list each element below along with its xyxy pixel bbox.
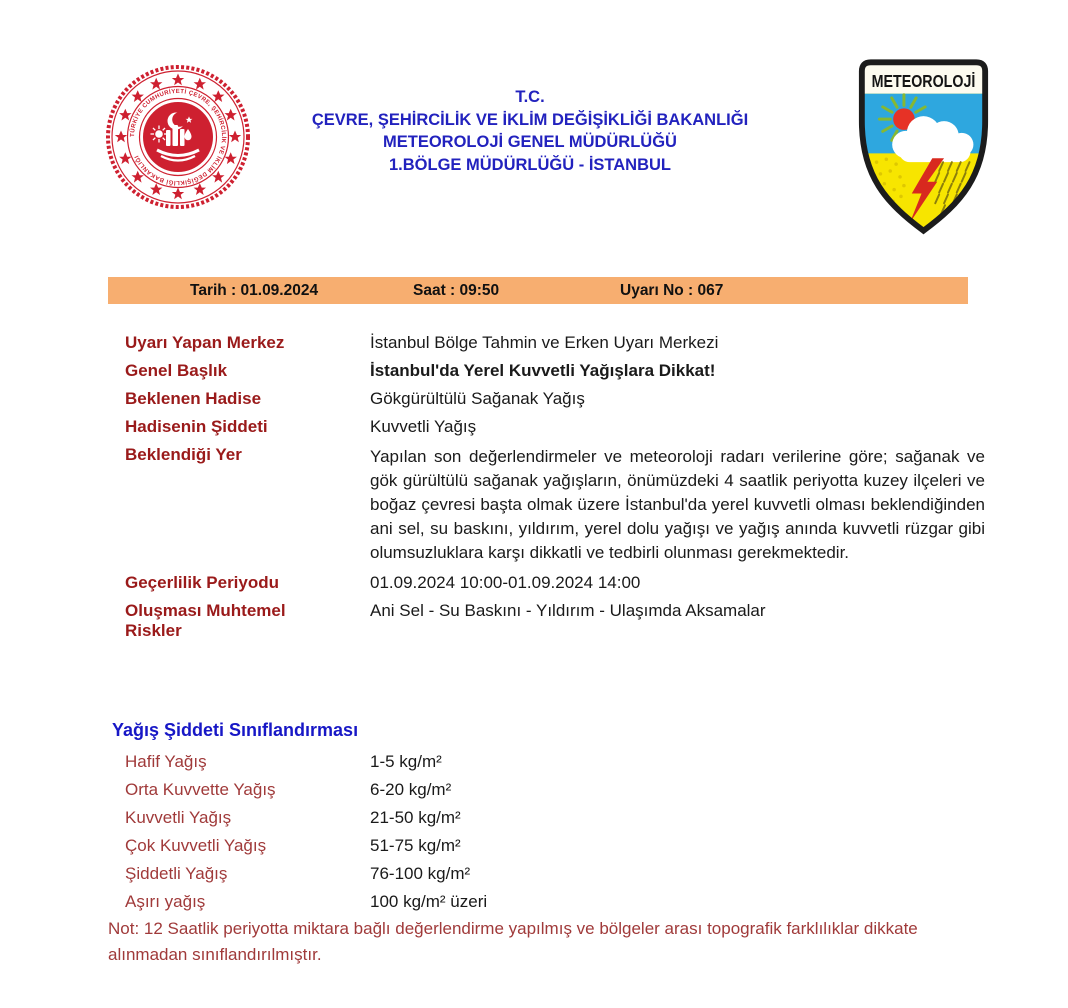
meteorology-shield-logo: [855, 58, 992, 237]
classification-table: [125, 752, 885, 920]
detail-label: Geçerlilik Periyodu: [125, 573, 280, 592]
classification-title: Yağış Şiddeti Sınıflandırması: [112, 720, 359, 740]
classification-value: 21-50 kg/m²: [370, 808, 461, 827]
classification-value: 1-5 kg/m²: [370, 752, 442, 771]
detail-label: Genel Başlık: [125, 361, 228, 380]
classification-row: [125, 780, 885, 800]
detail-row: [125, 573, 985, 593]
classification-row: [125, 836, 885, 856]
classification-label: Şiddetli Yağış: [125, 864, 228, 883]
classification-label: Çok Kuvvetli Yağış: [125, 836, 267, 855]
date-field: Tarih : 01.09.2024: [190, 282, 319, 299]
time-field: Saat : 09:50: [413, 282, 500, 299]
classification-row: [125, 808, 885, 828]
detail-row: [125, 361, 985, 381]
detail-label: Beklendiği Yer: [125, 445, 242, 464]
detail-row: [125, 417, 985, 437]
detail-row: [125, 445, 985, 565]
header-title-line: ÇEVRE, ŞEHİRCİLİK VE İKLİM DEĞİŞİKLİĞİ BAKANLIĞI: [311, 110, 749, 129]
details-table: [125, 333, 985, 649]
seal-sun-icon: [151, 126, 168, 143]
classification-value: 51-75 kg/m²: [370, 836, 461, 855]
detail-value: İstanbul Bölge Tahmin ve Erken Uyarı Merkezi: [370, 333, 719, 352]
classification-row: [125, 864, 885, 884]
detail-row: [125, 333, 985, 353]
classification-label: Hafif Yağış: [125, 752, 207, 771]
detail-value: Ani Sel - Su Baskını - Yıldırım - Ulaşımda Aksamalar: [370, 601, 766, 620]
detail-value: Yapılan son değerlendirmeler ve meteoroloji radarı verilerine göre; sağanak ve gök gürültülü sağanak yağışların, önümüzdeki 4 saatlik periyotta kuzey ilçeleri ve boğaz çevresi başta olmak üzere İstanbul'da yerel kuvvetli olması beklendiğinden ani sel, su baskını, yıldırım, yerel dolu yağışı ve yağış anında kuvvetli rüzgar gibi olumsuzluklara karşı dikkatli ve tedbirli olunması gerekmektedir.: [370, 447, 985, 562]
header-title-line: METEOROLOJİ GENEL MÜDÜRLÜĞÜ: [383, 133, 677, 151]
detail-label: Beklenen Hadise: [125, 389, 262, 408]
classification-value: 6-20 kg/m²: [370, 780, 452, 799]
detail-label: Uyarı Yapan Merkez: [125, 333, 285, 352]
ministry-seal-logo: [103, 62, 253, 212]
detail-value: Kuvvetli Yağış: [370, 417, 477, 436]
info-bar: [108, 277, 968, 304]
detail-value: 01.09.2024 10:00-01.09.2024 14:00: [370, 573, 641, 592]
header-title-line: 1.BÖLGE MÜDÜRLÜĞÜ - İSTANBUL: [388, 155, 671, 174]
detail-row: [125, 389, 985, 409]
detail-value: Gökgürültülü Sağanak Yağış: [370, 389, 585, 408]
classification-value: 100 kg/m² üzeri: [370, 892, 488, 911]
classification-value: 76-100 kg/m²: [370, 864, 471, 883]
detail-label: Hadisenin Şiddeti: [125, 417, 268, 436]
detail-row: [125, 601, 985, 641]
classification-note: Not: 12 Saatlik periyotta miktara bağlı değerlendirme yapılmış ve bölgeler arası topografik farklılıklar dikkate alınmadan sınıflandırılmıştır.: [108, 919, 918, 964]
classification-label: Orta Kuvvette Yağış: [125, 780, 276, 799]
meteorology-label: METEOROLOJİ: [871, 71, 976, 91]
warning-number-field: Uyarı No : 067: [620, 282, 724, 299]
classification-row: [125, 752, 885, 772]
detail-value: İstanbul'da Yerel Kuvvetli Yağışlara Dikkat!: [370, 361, 716, 380]
classification-label: Kuvvetli Yağış: [125, 808, 232, 827]
header-title: [240, 86, 820, 176]
seal-ring-text: TÜRKİYE CUMHURİYETİ ÇEVRE, ŞEHİRCİLİK VE İKLİM DEĞİŞİKLİĞİ BAKANLIĞI: [129, 88, 227, 186]
header-title-line: T.C.: [515, 88, 545, 106]
classification-row: [125, 892, 885, 912]
detail-label: Oluşması Muhtemel Riskler: [125, 601, 286, 640]
classification-label: Aşırı yağış: [125, 892, 206, 911]
